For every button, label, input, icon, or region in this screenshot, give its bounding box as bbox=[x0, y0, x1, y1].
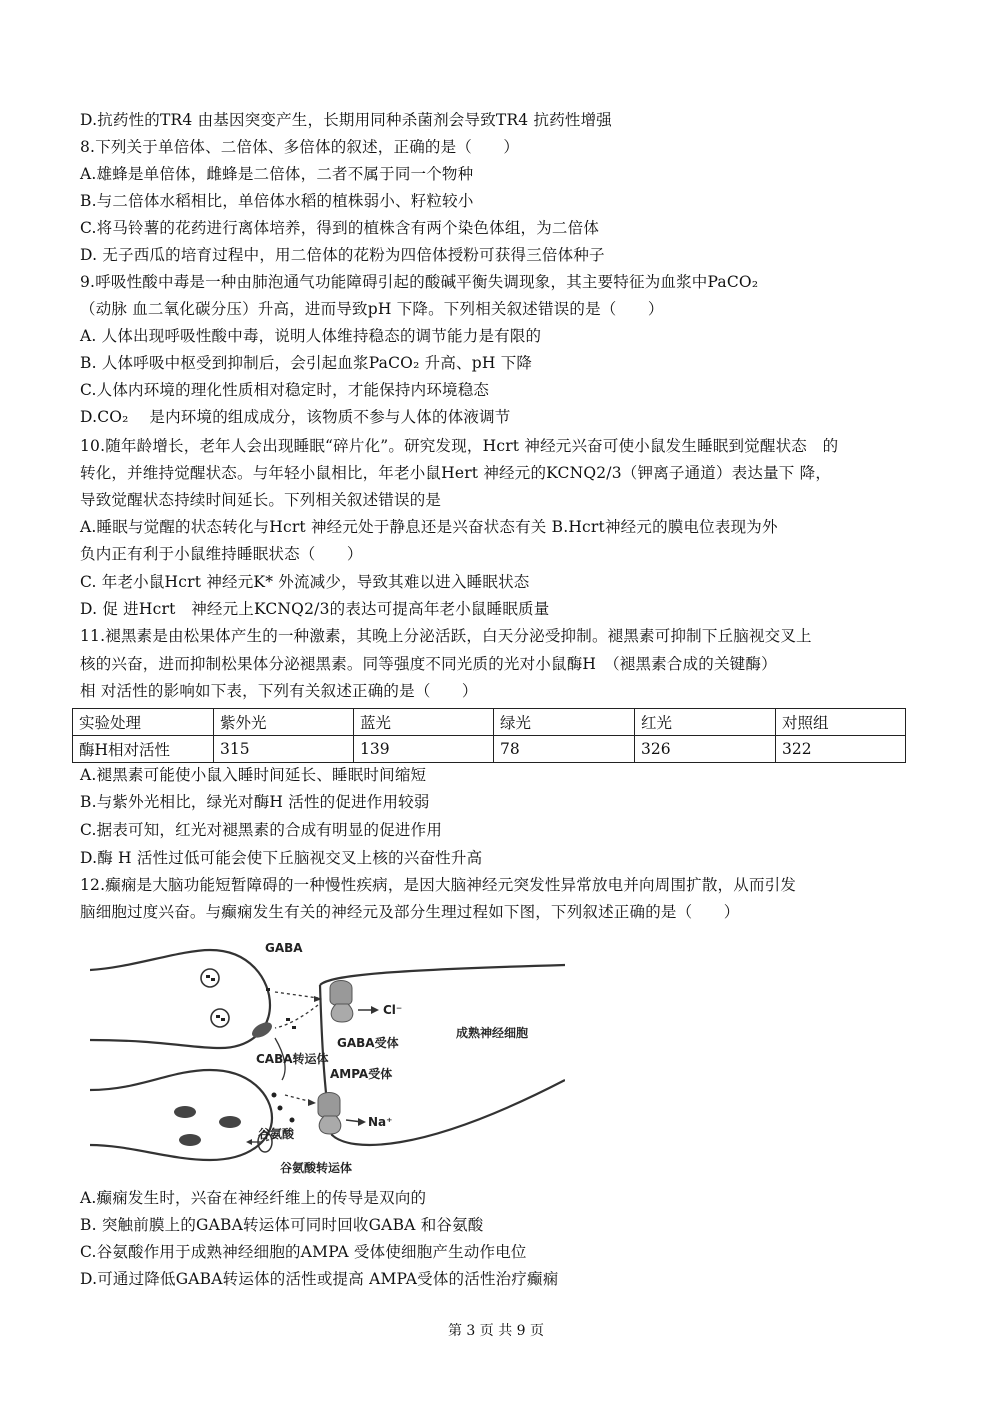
question-8: 8.下列关于单倍体、二倍体、多倍体的叙述，正确的是（ ） bbox=[80, 138, 520, 156]
question-12: 12.癫痫是大脑功能短暂障碍的一种慢性疾病，是因大脑神经元突发性异常放电并向周围扩散，从而引发 bbox=[80, 876, 797, 894]
option-10ab: A.睡眠与觉醒的状态转化与Hcrt 神经元处于静息还是兴奋状态有关 B.Hcrt神经元的膜电位表现为外 bbox=[80, 518, 778, 536]
label-ampa-receptor: AMPA受体 bbox=[330, 1067, 393, 1081]
table-row bbox=[73, 736, 906, 763]
question-9: 9.呼吸性酸中毒是一种由肺泡通气功能障碍引起的酸碱平衡失调现象，其主要特征为血浆中PaCO₂ bbox=[80, 273, 759, 291]
table-cell: 实验处理 bbox=[73, 709, 214, 736]
label-gaba-transporter: CABA转运体 bbox=[256, 1052, 329, 1066]
label-mature-neuron: 成熟神经细胞 bbox=[456, 1026, 529, 1040]
option-9b: B. 人体呼吸中枢受到抑制后，会引起血浆PaCO₂ 升高、pH 下降 bbox=[80, 354, 533, 372]
label-gaba: GABA bbox=[265, 941, 303, 955]
table-cell: 315 bbox=[214, 736, 354, 763]
option-12c: C.谷氨酸作用于成熟神经细胞的AMPA 受体使细胞产生动作电位 bbox=[80, 1243, 527, 1261]
label-na: Na⁺ bbox=[368, 1115, 393, 1129]
table-cell: 322 bbox=[776, 736, 906, 763]
option-8d: D. 无子西瓜的培育过程中，用二倍体的花粉为四倍体授粉可获得三倍体种子 bbox=[80, 246, 605, 264]
table-cell: 酶H相对活性 bbox=[73, 736, 214, 763]
synapse-diagram bbox=[90, 930, 565, 1180]
text-line: D.抗药性的TR4 由基因突变产生，长期用同种杀菌剂会导致TR4 抗药性增强 bbox=[80, 111, 612, 129]
option-9a: A. 人体出现呼吸性酸中毒，说明人体维持稳态的调节能力是有限的 bbox=[80, 327, 542, 345]
table-cell: 蓝光 bbox=[354, 709, 494, 736]
option-9d: D.CO₂ 是内环境的组成成分，该物质不参与人体的体液调节 bbox=[80, 408, 511, 426]
question-10: 10.随年龄增长，老年人会出现睡眠“碎片化”。研究发现，Hcrt 神经元兴奋可使小鼠发生睡眠到觉醒状态 的 bbox=[80, 437, 839, 455]
option-11d: D.酶 H 活性过低可能会使下丘脑视交叉上核的兴奋性升高 bbox=[80, 849, 483, 867]
question-11-cont: 核的兴奋，进而抑制松果体分泌褪黑素。同等强度不同光质的光对小鼠酶H （褪黑素合成的关键酶） bbox=[80, 655, 777, 673]
question-10-cont2: 导致觉醒状态持续时间延长。下列相关叙述错误的是 bbox=[80, 491, 442, 509]
postsynaptic-membrane-top bbox=[320, 965, 565, 985]
label-gaba-receptor: GABA受体 bbox=[337, 1036, 399, 1050]
table-cell: 红光 bbox=[635, 709, 776, 736]
option-8c: C.将马铃薯的花药进行离体培养，得到的植株含有两个染色体组，为二倍体 bbox=[80, 219, 600, 237]
option-9c: C.人体内环境的理化性质相对稳定时，才能保持内环境稳态 bbox=[80, 381, 490, 399]
table-cell: 绿光 bbox=[494, 709, 635, 736]
question-9-cont: （动脉 血二氧化碳分压）升高，进而导致pH 下降。下列相关叙述错误的是（ ） bbox=[80, 300, 664, 318]
table-header-row bbox=[73, 709, 906, 736]
option-10c: C. 年老小鼠Hcrt 神经元K* 外流减少，导致其难以进入睡眠状态 bbox=[80, 573, 530, 591]
option-12d: D.可通过降低GABA转运体的活性或提高 AMPA受体的活性治疗癫痫 bbox=[80, 1270, 559, 1288]
question-10-cont: 转化，并维持觉醒状态。与年轻小鼠相比，年老小鼠Hert 神经元的KCNQ2/3（钾离子通道）表达量下 降， bbox=[80, 464, 832, 482]
option-11c: C.据表可知，红光对褪黑素的合成有明显的促进作用 bbox=[80, 821, 443, 839]
option-11b: B.与紫外光相比，绿光对酶H 活性的促进作用较弱 bbox=[80, 793, 430, 811]
question-11-cont2: 相 对活性的影响如下表，下列有关叙述正确的是（ ） bbox=[80, 682, 478, 700]
label-cl: Cl⁻ bbox=[383, 1003, 403, 1017]
upper-presynaptic-membrane bbox=[90, 950, 270, 1048]
ampa-receptor-shape bbox=[318, 1093, 340, 1119]
data-table bbox=[72, 708, 906, 763]
option-10b-cont: 负内正有利于小鼠维持睡眠状态（ ） bbox=[80, 545, 363, 563]
option-8b: B.与二倍体水稻相比，单倍体水稻的植株弱小、籽粒较小 bbox=[80, 192, 474, 210]
label-glutamate: 谷氨酸 bbox=[258, 1127, 295, 1141]
table-cell: 78 bbox=[494, 736, 635, 763]
table-cell: 326 bbox=[635, 736, 776, 763]
option-12b: B. 突触前膜上的GABA转运体可同时回收GABA 和谷氨酸 bbox=[80, 1216, 484, 1234]
option-10d: D. 促 进Hcrt 神经元上KCNQ2/3的表达可提高年老小鼠睡眠质量 bbox=[80, 600, 550, 618]
option-12a: A.癫痫发生时，兴奋在神经纤维上的传导是双向的 bbox=[80, 1189, 427, 1207]
question-11: 11.褪黑素是由松果体产生的一种激素，其晚上分泌活跃，白天分泌受抑制。褪黑素可抑制下丘脑视交叉上 bbox=[80, 627, 812, 645]
table-cell: 紫外光 bbox=[214, 709, 354, 736]
option-11a: A.褪黑素可能使小鼠入睡时间延长、睡眠时间缩短 bbox=[80, 766, 427, 784]
question-12-cont: 脑细胞过度兴奋。与癫痫发生有关的神经元及部分生理过程如下图，下列叙述正确的是（ ） bbox=[80, 903, 740, 921]
table-cell: 139 bbox=[354, 736, 494, 763]
gaba-receptor-shape bbox=[330, 981, 352, 1007]
option-8a: A.雄蜂是单倍体，雌蜂是二倍体，二者不属于同一个物种 bbox=[80, 165, 474, 183]
label-glutamate-transporter: 谷氨酸转运体 bbox=[280, 1161, 353, 1175]
table-cell: 对照组 bbox=[776, 709, 906, 736]
page-footer: 第 3 页 共 9 页 bbox=[447, 1323, 545, 1339]
